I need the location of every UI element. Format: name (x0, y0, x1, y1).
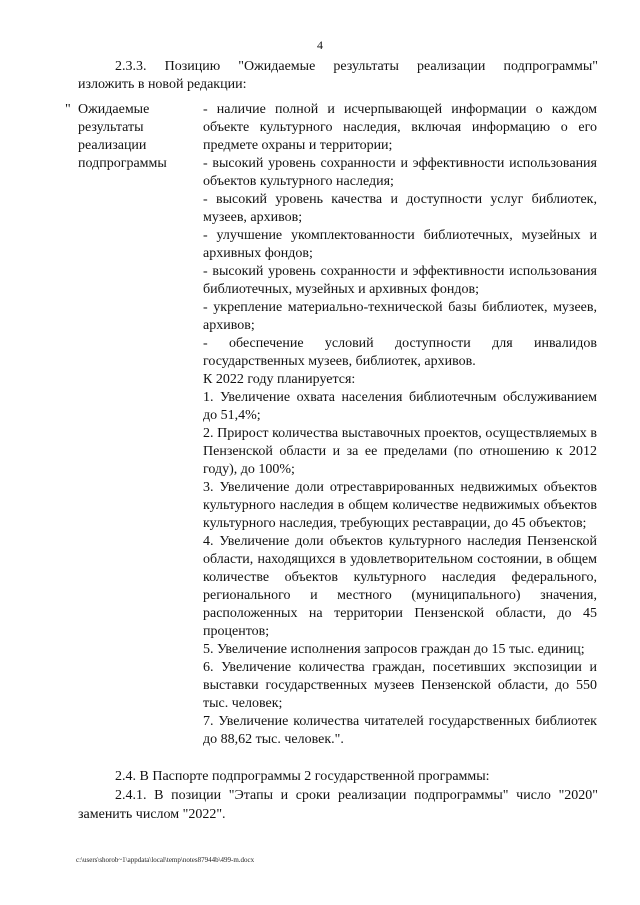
result-item: - высокий уровень качества и доступности услуг библиотек, музеев, архивов; (203, 192, 597, 225)
label-line: Ожидаемые (78, 102, 150, 117)
result-item: 1. Увеличение охвата населения библиотечным обслуживанием до 51,4%; (203, 390, 597, 423)
label-line: реализации (78, 138, 147, 153)
label-column (78, 101, 193, 173)
result-item: - обеспечение условий доступности для инвалидов государственных музеев, библиотек, архивов. (203, 336, 597, 369)
intro-line-2: изложить в новой редакции: (78, 77, 247, 92)
result-item: - высокий уровень сохранности и эффективности использования библиотечных, музейных и архивных фондов; (203, 264, 597, 297)
opening-quote: " (65, 102, 71, 117)
intro-paragraph (78, 58, 598, 94)
page-number: 4 (317, 38, 323, 52)
closing-paragraphs (78, 767, 598, 824)
label-line: результаты (78, 120, 144, 135)
result-item: 4. Увеличение доли объектов культурного наследия Пензенской области, находящихся в удовлетворительном состоянии, в общем количестве объектов культурного наследия федерального, регионального и местного (муниципального) значения, расположенных на территории Пензенской области, до 45 процентов; (203, 534, 597, 639)
file-path: c:\users\shorob~1\appdata\local\temp\notes87944b\499-m.docx (76, 856, 255, 864)
result-item: 2. Прирост количества выставочных проектов, осуществляемых в Пензенской области и за ее пределами (по отношению к 2012 году), до 100%; (203, 426, 597, 477)
result-item: 7. Увеличение количества читателей государственных библиотек до 88,62 тыс. человек.". (203, 714, 597, 747)
result-item: - улучшение укомплектованности библиотечных, музейных и архивных фондов; (203, 228, 597, 261)
result-item: 3. Увеличение доли отреставрированных недвижимых объектов культурного наследия в общем количестве недвижимых объектов культурного наследия, требующих реставрации, до 45 объектов; (203, 480, 597, 531)
intro-line-1: 2.3.3. Позицию "Ожидаемые результаты реализации подпрограммы" (115, 59, 598, 74)
result-item: 6. Увеличение количества граждан, посетивших экспозиции и выставки государственных музеев Пензенской области, до 550 тыс. человек; (203, 660, 597, 711)
result-item: К 2022 году планируется: (203, 372, 356, 387)
result-item: - высокий уровень сохранности и эффективности использования объектов культурного наследия; (203, 156, 597, 189)
label-line: подпрограммы (78, 156, 167, 171)
result-item: 5. Увеличение исполнения запросов граждан до 15 тыс. единиц; (203, 642, 585, 657)
result-item: - наличие полной и исчерпывающей информации о каждом объекте культурного наследия, включая информацию о его предмете охраны и территории; (203, 102, 597, 153)
result-item: - укрепление материально-технической базы библиотек, музеев, архивов; (203, 300, 597, 333)
results-column (203, 101, 597, 749)
section-paragraph: 2.4.1. В позиции "Этапы и сроки реализации подпрограммы" число "2020" заменить числом "2022". (78, 788, 598, 822)
section-paragraph: 2.4. В Паспорте подпрограммы 2 государственной программы: (115, 769, 490, 784)
